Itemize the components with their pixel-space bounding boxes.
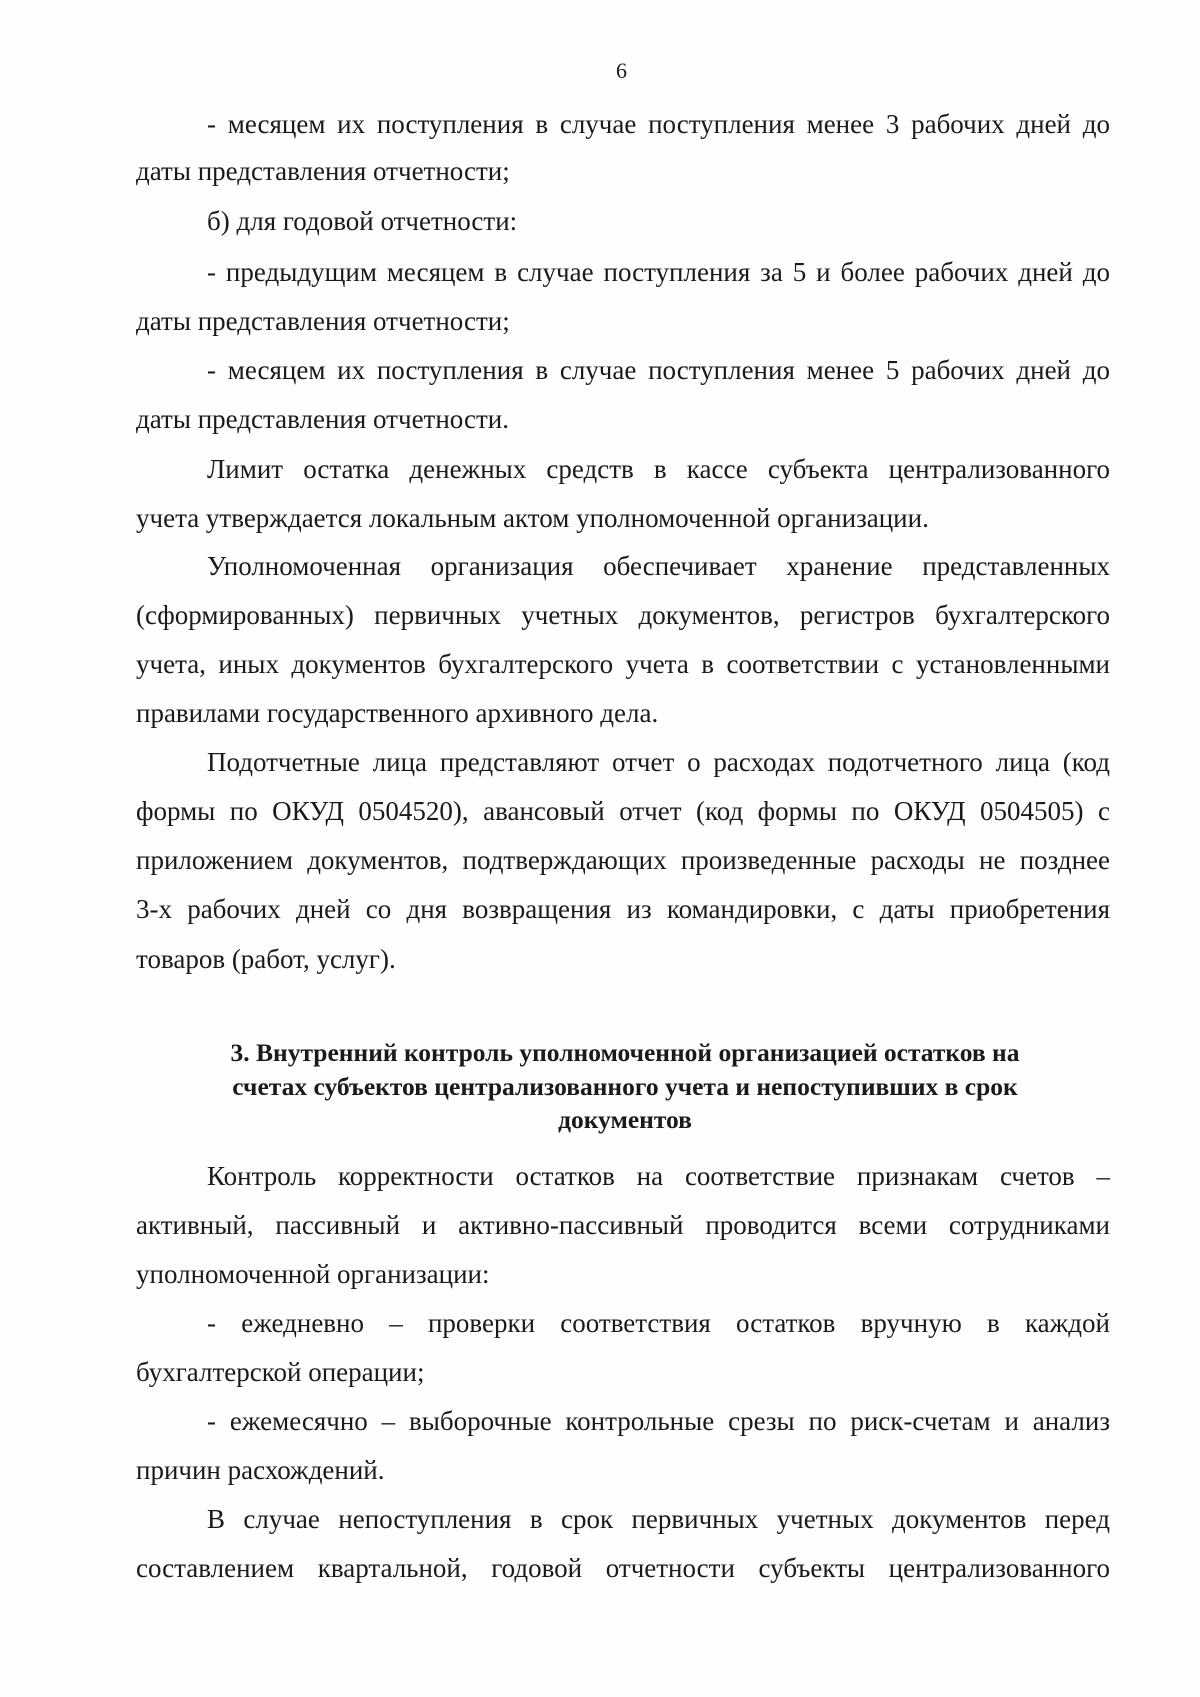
paragraph-line: формы по ОКУД 0504520), авансовый отчет (код формы по ОКУД 0504505) с <box>136 796 1110 826</box>
paragraph-line: - предыдущим месяцем в случае поступления за 5 и более рабочих дней до <box>207 257 1110 287</box>
paragraph-line: даты представления отчетности; <box>136 156 510 186</box>
paragraph-line: учета утверждается локальным актом уполномоченной организации. <box>136 503 929 533</box>
paragraph-line: даты представления отчетности. <box>136 404 509 434</box>
paragraph-line: В случае непоступления в срок первичных учетных документов перед <box>207 1504 1110 1534</box>
paragraph-line: - ежемесячно – выборочные контрольные срезы по риск-счетам и анализ <box>207 1406 1110 1436</box>
paragraph-line: Подотчетные лица представляют отчет о расходах подотчетного лица (код <box>207 747 1110 777</box>
paragraph-line: учета, иных документов бухгалтерского учета в соответствии с установленными <box>136 649 1110 679</box>
section-heading-line: документов <box>558 1105 692 1134</box>
paragraph-line: - месяцем их поступления в случае поступления менее 3 рабочих дней до <box>207 109 1110 139</box>
paragraph-line: Уполномоченная организация обеспечивает хранение представленных <box>207 551 1110 581</box>
paragraph-line: Лимит остатка денежных средств в кассе субъекта централизованного <box>207 454 1110 484</box>
paragraph-line: б) для годовой отчетности: <box>207 206 518 236</box>
paragraph-line: причин расхождений. <box>136 1455 385 1485</box>
paragraph-line: даты представления отчетности; <box>136 306 510 336</box>
section-heading-line: 3. Внутренний контроль уполномоченной организацией остатков на <box>230 1038 1020 1067</box>
paragraph-line: (сформированных) первичных учетных документов, регистров бухгалтерского <box>136 600 1110 630</box>
paragraph-line: 3-х рабочих дней со дня возвращения из командировки, с даты приобретения <box>136 894 1110 924</box>
paragraph-line: - месяцем их поступления в случае поступления менее 5 рабочих дней до <box>207 355 1110 385</box>
paragraph-line: приложением документов, подтверждающих произведенные расходы не позднее <box>136 845 1110 875</box>
paragraph-line: уполномоченной организации: <box>136 1259 490 1289</box>
paragraph-line: правилами государственного архивного дела. <box>136 698 659 728</box>
paragraph-line: Контроль корректности остатков на соответствие признакам счетов – <box>207 1161 1110 1191</box>
page-number: 6 <box>616 58 627 83</box>
paragraph-line: товаров (работ, услуг). <box>136 944 396 974</box>
paragraph-line: активный, пассивный и активно-пассивный проводится всеми сотрудниками <box>136 1210 1110 1240</box>
section-heading-line: счетах субъектов централизованного учета и непоступивших в срок <box>232 1072 1018 1101</box>
paragraph-line: бухгалтерской операции; <box>136 1357 425 1387</box>
paragraph-line: - ежедневно – проверки соответствия остатков вручную в каждой <box>207 1308 1110 1338</box>
paragraph-line: составлением квартальной, годовой отчетности субъекты централизованного <box>136 1553 1110 1583</box>
